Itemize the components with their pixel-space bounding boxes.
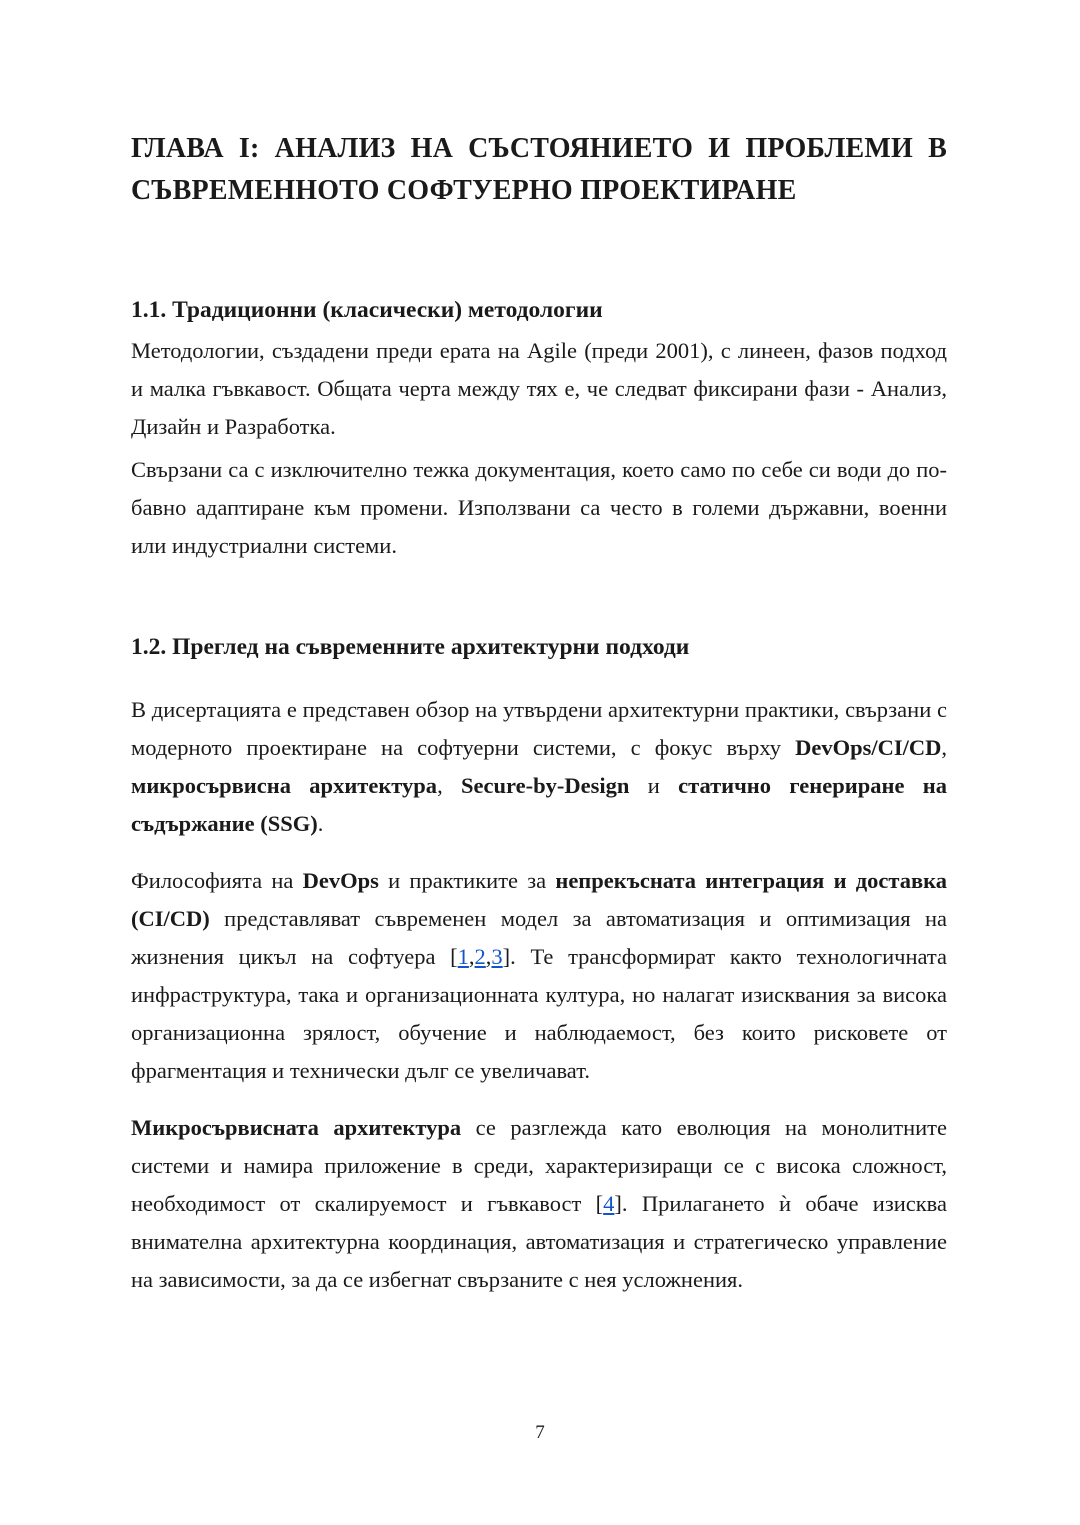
text-span: представляват съвременен модел за автоматизация и оптимизация на жизнения цикъл на софтуера [ [131, 906, 947, 969]
citation-link-1[interactable]: 1 [457, 944, 469, 969]
text-span: . [317, 811, 324, 836]
page-content [131, 128, 947, 1299]
bold-term-ci-cd: непрекъсната интеграция и доставка (CI/CD) [131, 868, 947, 931]
text-span: и [629, 773, 679, 798]
text-span: и практиките за [378, 868, 556, 893]
citation-separator: , [468, 944, 475, 969]
chapter-title: ГЛАВА I: АНАЛИЗ НА СЪСТОЯНИЕТО И ПРОБЛЕМИ В СЪВРЕМЕННОТО СОФТУЕРНО ПРОЕКТИРАНЕ [131, 133, 947, 206]
text-span: В дисертацията е представен обзор на утвърдени архитектурни практики, свързани с модерното проектиране на софтуерни системи, с фокус върху [131, 697, 947, 760]
text-span: , [437, 773, 462, 798]
text-span: ]. Прилагането ѝ обаче изисква внимателна архитектурна координация, автоматизация и стратегическо управление на зависимости, за да се избегнат свързаните с нея усложнения. [131, 1191, 947, 1292]
page-number: 7 [535, 1422, 545, 1443]
text-span: ]. Те трансформират както технологичната инфраструктура, така и организационната култура, но налагат изисквания за висока организационна зрялост, обучение и наблюдаемост, без които рисковете от фрагментация и технически дълг се увеличават. [131, 944, 947, 1083]
citation-link-2[interactable]: 2 [474, 944, 486, 969]
citation-link-3[interactable]: 3 [491, 944, 503, 969]
paragraph-1-2-b [131, 862, 947, 1090]
bold-term-ssg: статично генериране на съдържание (SSG) [131, 773, 947, 836]
bold-term-microservice-architecture: Микросървисната архитектура [131, 1115, 462, 1140]
citation-separator: , [485, 944, 492, 969]
section-heading-1-1: 1.1. Традиционни (класически) методологии [131, 297, 603, 323]
paragraph-1-2-c [131, 1109, 947, 1299]
bold-term-devops: DevOps [302, 868, 379, 893]
paragraph-1-1-a: Методологии, създадени преди ерата на Agile (преди 2001), с линеен, фазов подход и малка гъвкавост. Общата черта между тях е, че следват фиксирани фази - Анализ, Дизайн и Разработка. [131, 338, 947, 439]
text-span: Философията на [131, 868, 303, 893]
text-span: се разглежда като еволюция на монолитните системи и намира приложение в среди, характеризиращи се с висока сложност, необходимост от скалируемост и гъвкавост [ [131, 1115, 948, 1216]
citation-link-4[interactable]: 4 [603, 1191, 615, 1216]
section-heading-1-2: 1.2. Преглед на съвременните архитектурни подходи [131, 634, 690, 660]
bold-term-microservices: микросървисна архитектура [131, 773, 438, 798]
paragraph-1-2-a [131, 691, 947, 843]
bold-term-secure-by-design: Secure-by-Design [461, 773, 630, 798]
bold-term-devops-ci-cd: DevOps/CI/CD [795, 735, 942, 760]
paragraph-1-1-b: Свързани са с изключително тежка документация, което само по себе си води до по-бавно адаптиране към промени. Използвани са често в големи държавни, военни или индустриални системи. [131, 457, 947, 558]
text-span: , [941, 735, 947, 760]
